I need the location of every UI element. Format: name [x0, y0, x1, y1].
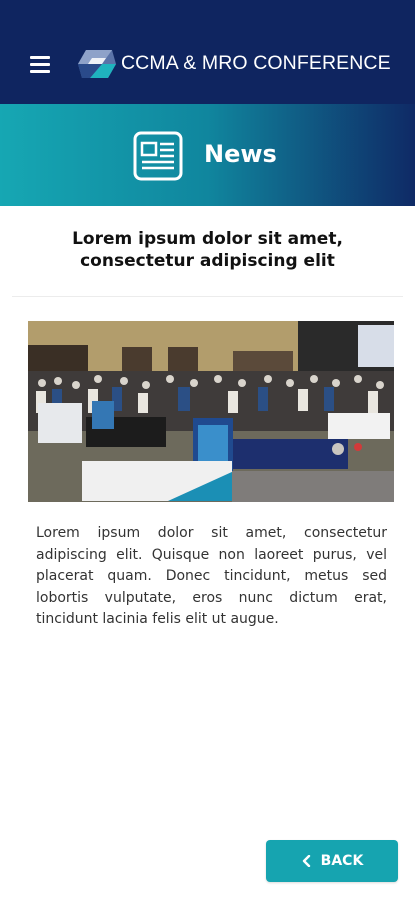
divider	[12, 296, 403, 297]
article-headline: Lorem ipsum dolor sit amet, consectetur adipiscing elit	[72, 229, 343, 271]
conference-logo-icon	[78, 44, 118, 84]
banner-title: News	[204, 140, 277, 168]
newspaper-icon	[132, 130, 184, 182]
app-header	[0, 0, 415, 104]
brand-title: CCMA & MRO CONFERENCE	[121, 52, 391, 74]
article-photo	[28, 321, 394, 502]
chevron-left-icon	[301, 855, 313, 867]
hamburger-menu-icon[interactable]	[30, 56, 50, 72]
back-button[interactable]	[266, 840, 398, 882]
article-body: Lorem ipsum dolor sit amet, consectetur adipiscing elit. Quisque non laoreet purus, vel placerat quam. Donec tincidunt, metus sed lobortis vulputate, eros nunc dictum erat, tincidunt lacinia felis elit ut augue.	[36, 525, 387, 627]
back-button-label: BACK	[320, 853, 364, 869]
